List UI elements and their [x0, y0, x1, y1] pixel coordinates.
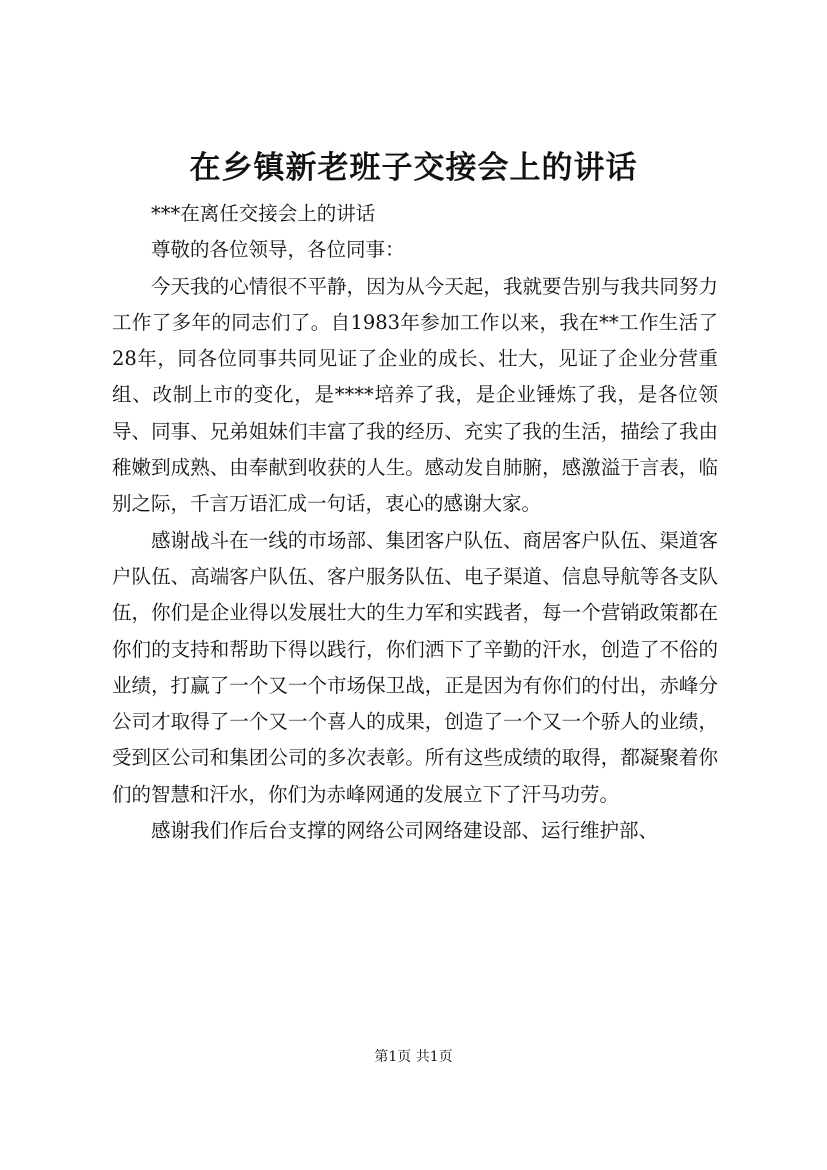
paragraph-thanks-backend: 感谢我们作后台支撑的网络公司网络建设部、运行维护部、	[151, 819, 659, 843]
speech-heading: ***在离任交接会上的讲话	[151, 202, 376, 225]
paragraph-opening: 今天我的心情很不平静，因为从今天起，我就要告别与我共同努力工作了多年的同志们了。自1983年参加工作以来，我在**工作生活了28年，同各位同事共同见证了企业的成长、壮大，见证了企业分营重组、改制上市的变化，是****培养了我，是企业锤炼了我，是各位领导、同事、兄弟姐妹们丰富了我的经历、充实了我的生活，描绘了我由稚嫩到成熟、由奉献到收获的人生。感动发自肺腑，感激溢于言表，临别之际，千言万语汇成一句话，衷心的感谢大家。	[112, 274, 718, 516]
paragraph-thanks-frontline: 感谢战斗在一线的市场部、集团客户队伍、商居客户队伍、渠道客户队伍、高端客户队伍、客户服务队伍、电子渠道、信息导航等各支队伍，你们是企业得以发展壮大的生力军和实践者，每一个营销政策都在你们的支持和帮助下得以践行，你们洒下了辛勤的汗水，创造了不俗的业绩，打赢了一个又一个市场保卫战，正是因为有你们的付出，赤峰分公司才取得了一个又一个喜人的成果，创造了一个又一个骄人的业绩，受到区公司和集团公司的多次表彰。所有这些成绩的取得，都凝聚着你们的智慧和汗水，你们为赤峰网通的发展立下了汗马功劳。	[112, 528, 718, 806]
document-body	[112, 196, 718, 849]
salutation: 尊敬的各位领导，各位同事：	[151, 238, 405, 262]
page-number-footer: 第1页 共1页	[374, 1049, 453, 1065]
document-title: 在乡镇新老班子交接会上的讲话	[189, 150, 638, 186]
